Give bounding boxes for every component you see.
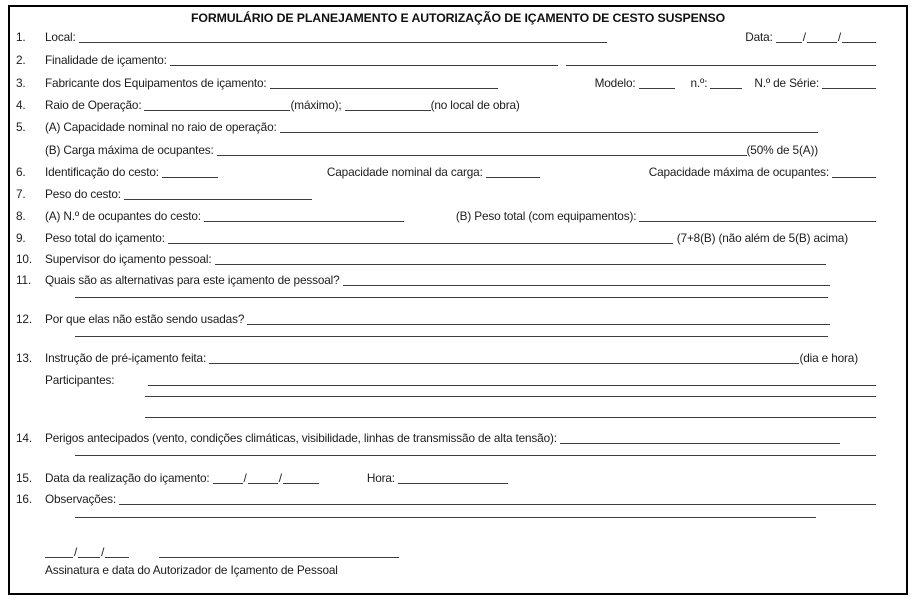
capacidade-nominal-label: (A) Capacidade nominal no raio de operação: [45,120,277,134]
hora-blank[interactable] [398,483,508,484]
item-number: 15. [16,471,32,485]
form-title: FORMULÁRIO DE PLANEJAMENTO E AUTORIZAÇÃO DE IÇAMENTO DE CESTO SUSPENSO [190,11,726,25]
peso-total-equip-blank[interactable] [639,221,876,222]
raio-maximo-blank[interactable] [144,110,290,111]
perigos-antecipados-blank-2[interactable] [75,455,876,456]
row-supervisor [16,252,876,267]
assinatura-blank[interactable] [159,557,399,558]
item-number: 11. [16,273,32,287]
realizacao-dia-blank[interactable] [213,483,243,484]
assinatura-dia-blank[interactable] [45,557,73,558]
item-number: 7. [16,187,26,201]
supervisor-blank[interactable] [215,264,827,265]
item-number: 1. [16,30,26,44]
raio-operacao-label: Raio de Operação: [45,98,142,112]
row-instrucao-pre-icamento [16,351,876,366]
observacoes-blank-2[interactable] [75,517,816,518]
row-perigos-cont [16,453,876,454]
row-local [16,30,876,45]
por-que-nao-usadas-blank-2[interactable] [75,336,828,337]
row-peso-cesto [16,187,876,202]
numero-serie-blank[interactable] [822,88,876,89]
alternativas-blank-2[interactable] [75,297,828,298]
ocupantes-cesto-label: (A) N.º de ocupantes do cesto: [45,209,201,223]
observacoes-blank[interactable] [119,504,876,505]
date-month-blank[interactable] [807,42,837,43]
capacidade-carga-group [327,165,540,180]
finalidade-blank[interactable] [170,65,558,66]
date-group [745,30,876,45]
carga-maxima-blank[interactable] [217,155,747,156]
participantes-label: Participantes: [45,373,115,387]
assinatura-ano-blank[interactable] [105,557,129,558]
assinatura-label: Assinatura e data do Autorizador de Içamento de Pessoal [45,563,338,577]
fabricante-label: Fabricante dos Equipamentos de içamento: [45,76,267,90]
row-assinatura-blanks [16,545,876,560]
realizacao-ano-blank[interactable] [283,483,319,484]
numero-blank[interactable] [710,88,742,89]
date-year-blank[interactable] [842,42,876,43]
item-number: 8. [16,209,26,223]
item-number: 4. [16,98,26,112]
row-participantes-cont [16,394,876,395]
item-number: 12. [16,312,32,326]
item-number: 10. [16,252,32,266]
identificacao-cesto-label: Identificação do cesto: [45,165,159,179]
capacidade-nominal-blank[interactable] [280,132,818,133]
instrucao-pre-icamento-label: Instrução de pré-içamento feita: [45,351,207,365]
row-alternativas-cont [16,295,876,296]
peso-cesto-blank[interactable] [124,199,312,200]
supervisor-label: Supervisor do içamento pessoal: [45,252,212,266]
peso-total-icamento-blank[interactable] [168,243,673,244]
maximo-label: (máximo); [290,98,342,112]
modelo-blank[interactable] [639,88,675,89]
date-separator: / [74,545,78,559]
capacidade-carga-blank[interactable] [486,177,540,178]
row-perigos-antecipados [16,431,876,446]
peso-total-icamento-label: Peso total do içamento: [45,231,165,245]
row-alternativas [16,273,876,288]
item-number: 3. [16,76,26,90]
date-separator: / [278,471,282,485]
por-que-nao-usadas-blank[interactable] [247,324,830,325]
row-capacidade-nominal [16,120,876,135]
date-separator: / [837,30,841,44]
row-data-realizacao [16,471,876,486]
row-observacoes [16,492,876,507]
peso-total-icamento-suffix: (7+8(B) (não além de 5(B) acima) [676,231,848,245]
capacidade-ocupantes-label: Capacidade máxima de ocupantes: [648,165,829,179]
capacidade-ocupantes-blank[interactable] [832,177,876,178]
perigos-antecipados-label: Perigos antecipados (vento, condições climáticas, visibilidade, linhas de transmissão de alta tensão): [45,431,557,445]
date-separator: / [101,545,105,559]
item-number: 14. [16,431,32,445]
por-que-nao-usadas-label: Por que elas não estão sendo usadas? [45,312,245,326]
raio-local-obra-blank[interactable] [345,110,431,111]
local-blank[interactable] [79,42,607,43]
item-number: 16. [16,492,32,506]
row-identificacao-cesto [16,165,876,180]
hora-label: Hora: [366,471,395,485]
row-finalidade [16,53,876,68]
fabricante-blank[interactable] [270,88,498,89]
participantes-blank-1[interactable] [148,385,876,386]
row-participantes-cont [16,415,876,416]
capacidade-carga-label: Capacidade nominal da carga: [326,165,483,179]
dia-e-hora-suffix: (dia e hora) [799,351,858,365]
date-separator: / [243,471,247,485]
participantes-blank-3[interactable] [145,417,876,418]
row-raio-operacao [16,98,876,113]
item-number: 6. [16,165,26,179]
peso-total-equip-label: (B) Peso total (com equipamentos): [455,209,637,223]
participantes-blank-2[interactable] [145,396,876,397]
modelo-label: Modelo: [594,76,636,90]
data-realizacao-label: Data da realização do içamento: [45,471,210,485]
date-separator: / [802,30,806,44]
row-fabricante [16,76,876,91]
alternativas-label: Quais são as alternativas para este içamento de pessoal? [45,273,340,287]
observacoes-label: Observações: [45,492,116,506]
row-ocupantes-cesto [16,209,876,224]
carga-maxima-suffix: (50% de 5(A)) [746,143,818,157]
row-observacoes-cont [16,515,876,516]
item-number: 9. [16,231,26,245]
alternativas-blank[interactable] [343,285,830,286]
realizacao-mes-blank[interactable] [248,483,278,484]
no-local-obra-label: (no local de obra) [430,98,520,112]
identificacao-cesto-blank[interactable] [162,177,218,178]
finalidade-label: Finalidade de içamento: [45,53,167,67]
row-peso-total-icamento [16,231,876,246]
instrucao-pre-icamento-blank[interactable] [209,363,799,364]
item-number: 13. [16,351,32,365]
equipamento-detalhes-group [595,76,876,91]
local-label: Local: [45,30,76,44]
capacidade-ocupantes-group [649,165,876,180]
carga-maxima-label: (B) Carga máxima de ocupantes: [45,143,214,157]
row-participantes [16,373,876,388]
row-assinatura-label [16,563,876,578]
row-por-que-nao-usadas [16,312,876,327]
identificacao-group [45,165,218,180]
date-label: Data: [745,30,773,44]
assinatura-mes-blank[interactable] [78,557,100,558]
ocupantes-cesto-blank[interactable] [204,221,404,222]
row-carga-maxima [16,143,876,158]
item-number: 5. [16,120,26,134]
item-number: 2. [16,53,26,67]
numero-label: n.º: [690,76,708,90]
numero-serie-label: N.º de Série: [754,76,819,90]
finalidade-blank[interactable] [566,65,876,66]
row-por-que-nao-usadas-cont [16,334,876,335]
perigos-antecipados-blank[interactable] [560,443,840,444]
date-day-blank[interactable] [776,42,802,43]
peso-cesto-label: Peso do cesto: [45,187,121,201]
